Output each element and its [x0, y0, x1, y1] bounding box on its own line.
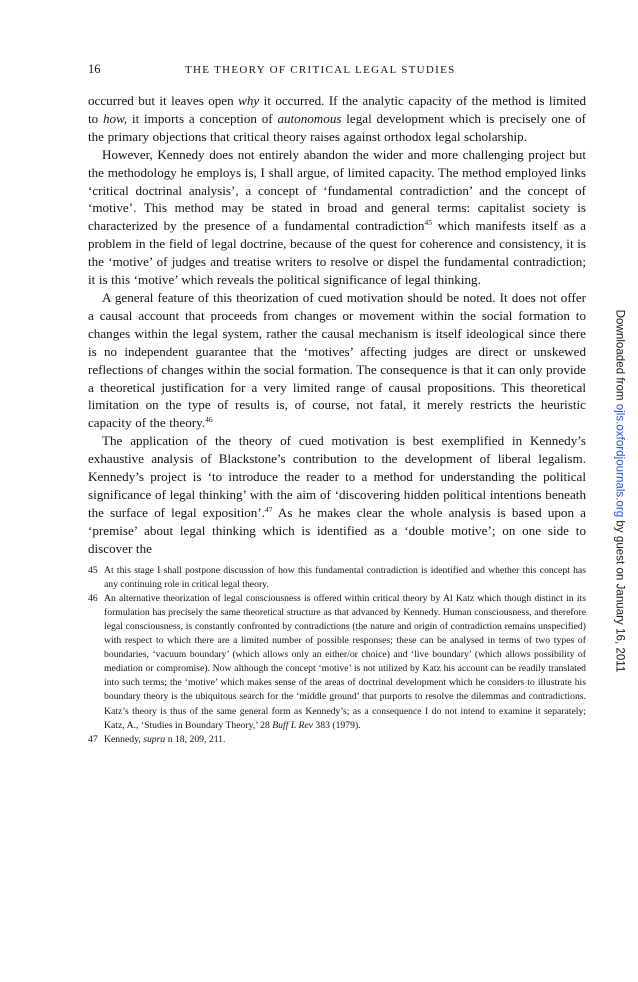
text-run: At this stage I shall postpone discussion of how this fundamental contradiction is identified and whether this concept has any continuing role in critical legal theory.: [104, 564, 586, 590]
italic-text: how,: [103, 110, 128, 126]
body-text: [88, 92, 586, 558]
text-run: it occurred. If the analytic capacity of the method is limited to: [88, 93, 587, 126]
journal-link[interactable]: ojls.oxfordjournals.org: [613, 403, 627, 518]
journal-page: [88, 60, 586, 747]
footnote-reference: 46: [205, 415, 213, 425]
text-run: occurred but it leaves open: [88, 93, 239, 108]
italic-text: autonomous: [277, 110, 342, 126]
download-suffix: by guest on January 16, 2011: [613, 517, 627, 673]
footnote-text: [104, 733, 586, 747]
text-run: An alternative theorization of legal consciousness is offered within critical theory by Al Katz which though distinct in its formulation has precisely the same theoretical structure as that advanced by Kennedy. Human consciousness, and therefore legal consciousness, is constantly confronted by contradictions (the nature and origin of contradiction remains unspecified) with respect to which there are a limited number of possible responses; these can be analysed in terms of two types of boundaries, ‘vacuum boundary’ (which allows only an either/or choice) and ‘live boundary’ (which allows possibility of mediation or compromise). Now although the concept ‘motive’ is not utilized by Katz his account can be readily translated into such terms; the ‘motive’ which makes sense of the areas of doctrinal development which he considers to illustrate his boundary theory is the ubiquitous search for the ‘middle ground’ that purports to resolve the dilemmas and contradictions. Katz’s theory is thus of the same general form as Kennedy’s; as a consequence I do not intend to examine it separately; Katz, A., ‘Studies in Boundary Theory,’ 28: [104, 592, 586, 731]
footnote: [88, 564, 586, 592]
page-number: 16: [88, 62, 101, 76]
text-run: Kennedy,: [104, 733, 144, 745]
italic-text: supra: [143, 733, 166, 745]
running-title: THE THEORY OF CRITICAL LEGAL STUDIES: [185, 64, 456, 76]
footnote-reference: 45: [424, 218, 432, 228]
footnote-number: 46: [88, 592, 98, 604]
footnote: [88, 592, 586, 733]
body-paragraph: [88, 92, 586, 146]
text-run: However, Kennedy does not entirely abandon the wider and more challenging project but the methodology he employs is, I shall argue, of limited capacity. The method employed links ‘critical doctrinal analysis’, a concept of ‘fundamental contradiction’ and the concept of ‘motive’. This method may be stated in broad and general terms: capitalist society is characterized by the presence of a fundamental contradiction: [88, 146, 586, 234]
italic-text: why: [238, 93, 260, 108]
text-run: n 18, 209, 211.: [165, 733, 226, 745]
download-prefix: Downloaded from: [613, 309, 627, 404]
italic-text: Buff L Rev: [272, 719, 313, 731]
text-run: which manifests itself as a problem in the field of legal doctrine, because of the quest for coherence and consistency, it is the ‘motive’ of judges and treatise writers to resolve or dispel the fundamental contradiction; it is this ‘motive’ which reveals the political significance of legal thinking.: [88, 218, 586, 288]
page-header: [88, 60, 586, 78]
footnote-number: 47: [88, 733, 98, 745]
text-run: A general feature of this theorization of cued motivation should be noted. It does not offer a causal account that proceeds from changes or movement within the social formation to changes within the legal system, rather the causal mechanism is itself ideological since there is no independent guarantee that the ‘motives’ affecting judges are direct or unskewed reflections of changes within the social formation. The consequence is that it can only provide a theoretical justification for a very limited range of causal propositions. This theoretical limitation on the type of results is, of course, not fatal, it merely restricts the heuristic capacity of the theory.: [88, 289, 586, 431]
text-run: it imports a conception of: [127, 110, 278, 126]
footnote-text: [104, 592, 586, 733]
text-run: As he makes clear the whole analysis is based upon a ‘premise’ about legal thinking which is identified as a ‘double motive’; on one side to discover the: [88, 504, 586, 556]
body-paragraph: [88, 432, 586, 557]
footnote-reference: 47: [264, 504, 273, 514]
text-run: 383 (1979).: [312, 719, 361, 731]
footnote-number: 45: [88, 564, 98, 576]
footnote-text: [104, 564, 586, 592]
text-run: The application of the theory of cued motivation is best exemplified in Kennedy’s exhaustive analysis of Blackstone’s contribution to the development of liberal legalism. Kennedy’s project is ‘to introduce the reader to a method for understanding the political significance of legal thinking’ with the aim of ‘discovering hidden political intentions beneath the surface of legal exposition’.: [88, 433, 586, 520]
footnotes: [88, 564, 586, 747]
download-notice: [614, 310, 627, 673]
body-paragraph: [88, 146, 586, 289]
text-run: legal development which is precisely one of the primary objections that critical theory raises against orthodox legal scholarship.: [88, 110, 586, 144]
body-paragraph: [88, 289, 586, 432]
footnote: [88, 733, 586, 747]
